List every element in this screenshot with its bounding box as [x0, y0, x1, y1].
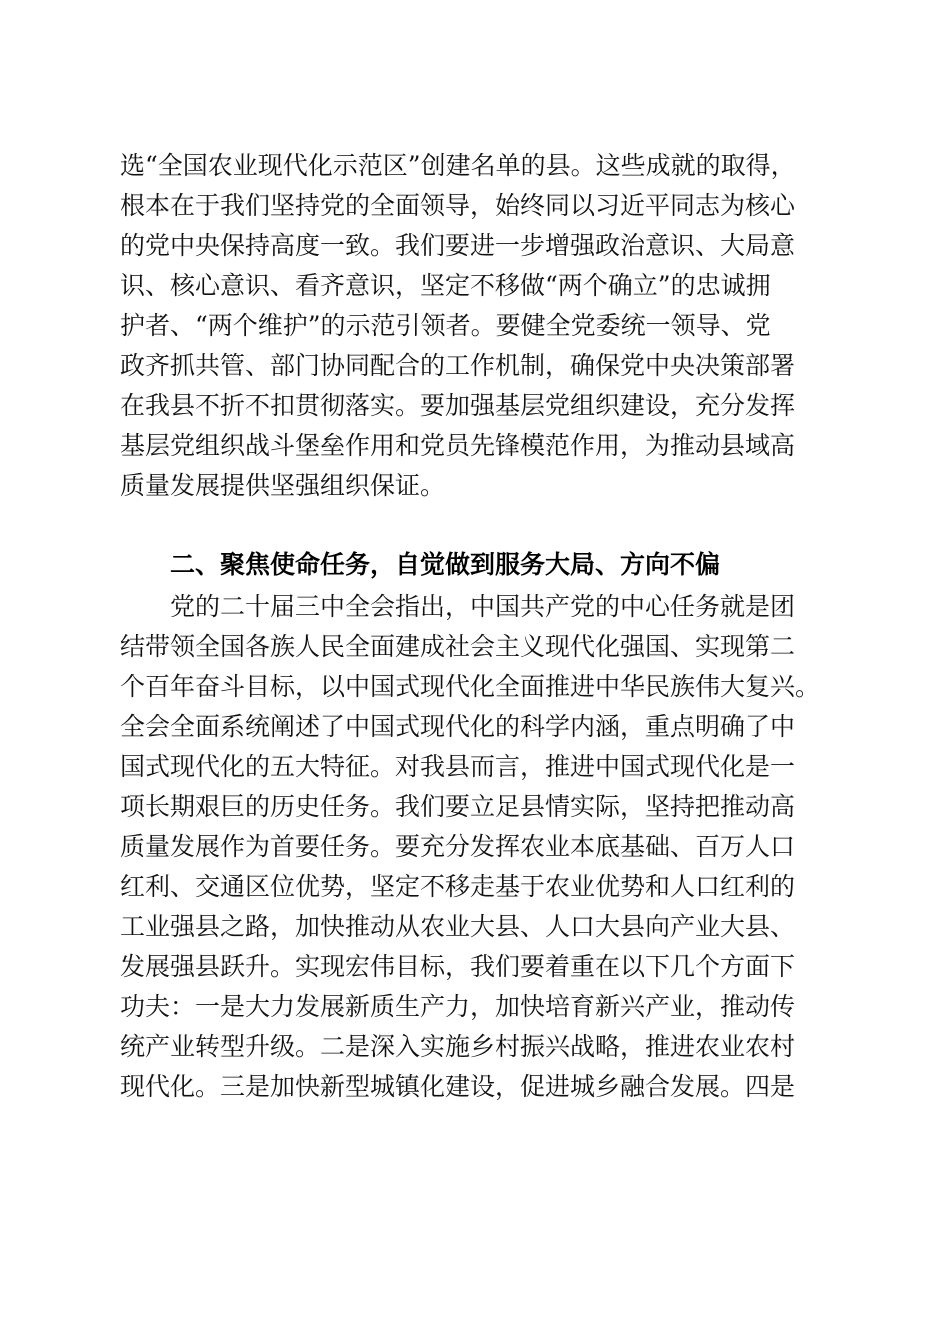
paragraph-2-line: 项长期艰巨的历史任务。我们要立足县情实际，坚持把推动高: [120, 792, 796, 821]
paragraph-2-line: 结带领全国各族人民全面建成社会主义现代化强国、实现第二: [120, 632, 796, 661]
paragraph-2-line: 党的二十届三中全会指出，中国共产党的中心任务就是团: [170, 592, 796, 621]
paragraph-1-line: 护者、“两个维护”的示范引领者。要健全党委统一领导、党: [120, 311, 771, 340]
paragraph-2-line: 全会全面系统阐述了中国式现代化的科学内涵，重点明确了中: [120, 712, 796, 741]
paragraph-1-line: 质量发展提供坚强组织保证。: [120, 471, 446, 500]
paragraph-2-line: 现代化。三是加快新型城镇化建设，促进城乡融合发展。四是: [120, 1072, 796, 1101]
paragraph-1-line: 政齐抓共管、部门协同配合的工作机制，确保党中央决策部署: [120, 351, 796, 380]
paragraph-2-line: 统产业转型升级。二是深入实施乡村振兴战略，推进农业农村: [120, 1032, 796, 1061]
paragraph-2-line: 国式现代化的五大特征。对我县而言，推进中国式现代化是一: [120, 752, 796, 781]
paragraph-2-line: 质量发展作为首要任务。要充分发挥农业本底基础、百万人口: [120, 832, 796, 861]
paragraph-1: [120, 146, 840, 506]
paragraph-2-line: 红利、交通区位优势，坚定不移走基于农业优势和人口红利的: [120, 872, 796, 901]
paragraph-1-line: 识、核心意识、看齐意识，坚定不移做“两个确立”的忠诚拥: [120, 271, 771, 300]
paragraph-1-line: 在我县不折不扣贯彻落实。要加强基层党组织建设，充分发挥: [120, 391, 796, 420]
section-heading: 二、聚焦使命任务，自觉做到服务大局、方向不偏: [170, 550, 721, 579]
paragraph-2-line: 发展强县跃升。实现宏伟目标，我们要着重在以下几个方面下: [120, 952, 796, 981]
section-heading-block: [120, 545, 840, 585]
paragraph-1-line: 的党中央保持高度一致。我们要进一步增强政治意识、大局意: [120, 231, 796, 260]
paragraph-1-line: 基层党组织战斗堡垒作用和党员先锋模范作用，为推动县域高: [120, 431, 796, 460]
paragraph-2-line: 功夫：一是大力发展新质生产力，加快培育新兴产业，推动传: [120, 992, 796, 1021]
paragraph-1-line: 选“全国农业现代化示范区”创建名单的县。这些成就的取得，: [120, 151, 796, 180]
paragraph-1-line: 根本在于我们坚持党的全面领导，始终同以习近平同志为核心: [120, 191, 796, 220]
paragraph-2: [120, 587, 840, 1107]
paragraph-2-line: 工业强县之路，加快推动从农业大县、人口大县向产业大县、: [120, 912, 796, 941]
paragraph-2-line: 个百年奋斗目标，以中国式现代化全面推进中华民族伟大复兴。: [120, 672, 821, 701]
